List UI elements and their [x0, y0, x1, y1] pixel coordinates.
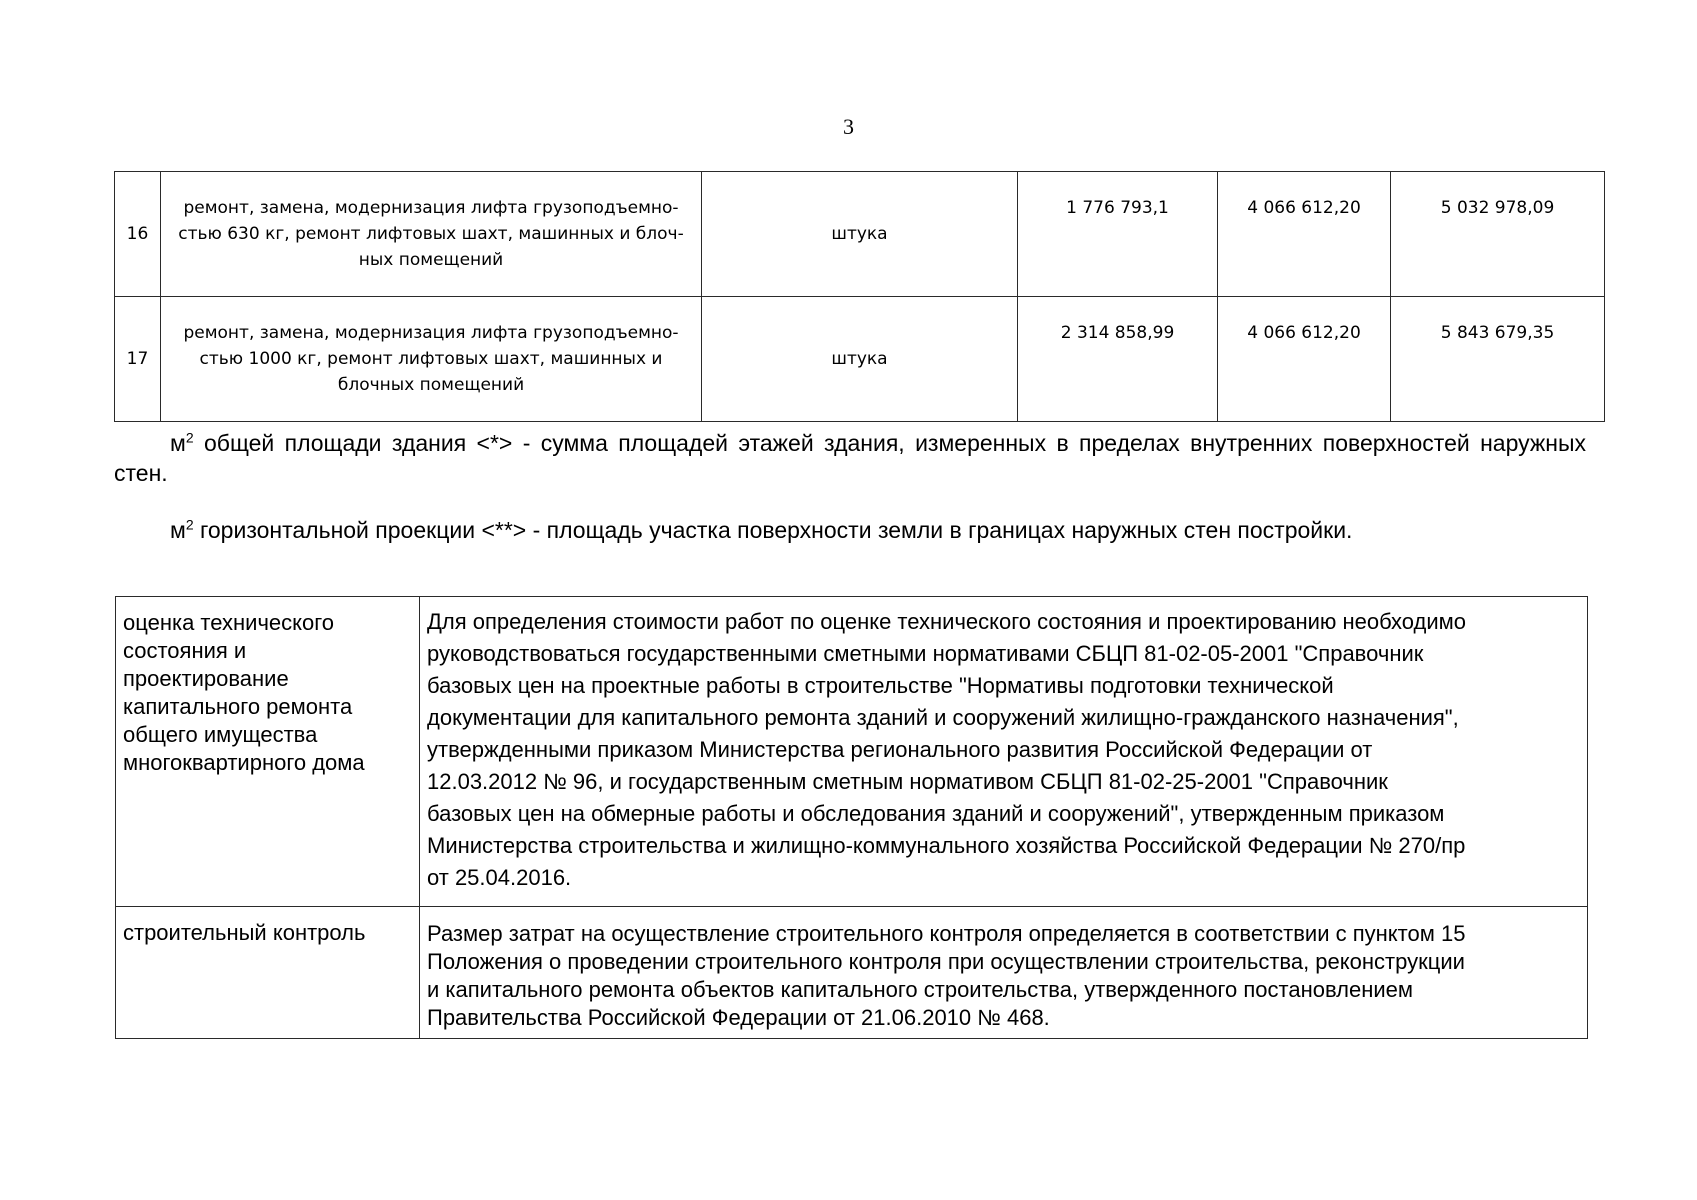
- table-row: [115, 297, 1605, 422]
- info-table: [115, 596, 1588, 1039]
- note-text: общей площади здания <*> - сумма площадей этажей здания, измеренных в пределах внутренних поверхностей наружных стен.: [114, 430, 1586, 486]
- label-line: капитального ремонта: [123, 694, 353, 719]
- row-number: 16: [115, 172, 161, 297]
- row-text: [420, 907, 1588, 1039]
- text-line: утвержденными приказом Министерства регионального развития Российской Федерации от: [427, 737, 1373, 762]
- text-line: Для определения стоимости работ по оценке технического состояния и проектированию необходимо: [427, 609, 1467, 634]
- row-number: 17: [115, 297, 161, 422]
- text-line: Размер затрат на осуществление строительного контроля определяется в соответствии с пунктом 15: [427, 921, 1466, 946]
- label-line: многоквартирного дома: [123, 750, 365, 775]
- text-line: и капитального ремонта объектов капитального строительства, утвержденного постановлением: [427, 977, 1414, 1002]
- text-line: базовых цен на проектные работы в строительстве "Нормативы подготовки технической: [427, 673, 1334, 698]
- note-text: горизонтальной проекции <**> - площадь участка поверхности земли в границах наружных стен постройки.: [193, 517, 1353, 543]
- unit-cell: штука: [702, 172, 1018, 297]
- label-line: проектирование: [123, 666, 289, 691]
- text-line: Положения о проведении строительного контроля при осуществлении строительства, реконструкции: [427, 949, 1465, 974]
- page-number: 3: [843, 114, 854, 139]
- text-line: Министерства строительства и жилищно-коммунального хозяйства Российской Федерации № 270/пр: [427, 833, 1466, 858]
- value-cell: 2 314 858,99: [1018, 297, 1218, 422]
- unit-cell: штука: [702, 297, 1018, 422]
- work-description: [161, 172, 702, 297]
- description-line: ремонт, замена, модернизация лифта грузоподъемно-: [183, 198, 679, 218]
- text-line: руководствоваться государственными сметными нормативами СБЦП 81-02-05-2001 "Справочник: [427, 641, 1424, 666]
- note-prefix: м: [170, 430, 186, 456]
- note-prefix: м: [170, 517, 186, 543]
- row-text: [420, 597, 1588, 907]
- label-line: оценка технического: [123, 610, 335, 635]
- table-row: [116, 907, 1588, 1039]
- text-line: Правительства Российской Федерации от 21.06.2010 № 468.: [427, 1005, 1050, 1030]
- description-line: стью 1000 кг, ремонт лифтовых шахт, машинных и: [199, 349, 663, 369]
- work-description: [161, 297, 702, 422]
- row-label: [116, 597, 420, 907]
- value-cell: 4 066 612,20: [1218, 297, 1391, 422]
- note-total-area: [114, 428, 1586, 488]
- text-line: документации для капитального ремонта зданий и сооружений жилищно-гражданского назначения",: [427, 705, 1459, 730]
- value-cell: 1 776 793,1: [1018, 172, 1218, 297]
- text-line: базовых цен на обмерные работы и обследования зданий и сооружений", утвержденным приказом: [427, 801, 1445, 826]
- value-cell: 5 843 679,35: [1391, 297, 1605, 422]
- value-cell: 5 032 978,09: [1391, 172, 1605, 297]
- text-line: 12.03.2012 № 96, и государственным сметным нормативом СБЦП 81-02-25-2001 "Справочник: [427, 769, 1388, 794]
- works-table: [114, 171, 1605, 422]
- label-line: строительный контроль: [123, 920, 366, 945]
- label-line: общего имущества: [123, 722, 318, 747]
- description-line: ных помещений: [358, 250, 504, 270]
- description-line: ремонт, замена, модернизация лифта грузоподъемно-: [183, 323, 679, 343]
- note-superscript: 2: [185, 516, 194, 533]
- row-label: [116, 907, 420, 1039]
- description-line: стью 630 кг, ремонт лифтовых шахт, машинных и блоч-: [178, 224, 684, 244]
- note-superscript: 2: [185, 429, 194, 446]
- value-cell: 4 066 612,20: [1218, 172, 1391, 297]
- note-horizontal-projection: [114, 515, 1586, 545]
- table-row: [116, 597, 1588, 907]
- description-line: блочных помещений: [337, 375, 525, 395]
- table-row: [115, 172, 1605, 297]
- label-line: состояния и: [123, 638, 247, 663]
- text-line: от 25.04.2016.: [427, 865, 572, 890]
